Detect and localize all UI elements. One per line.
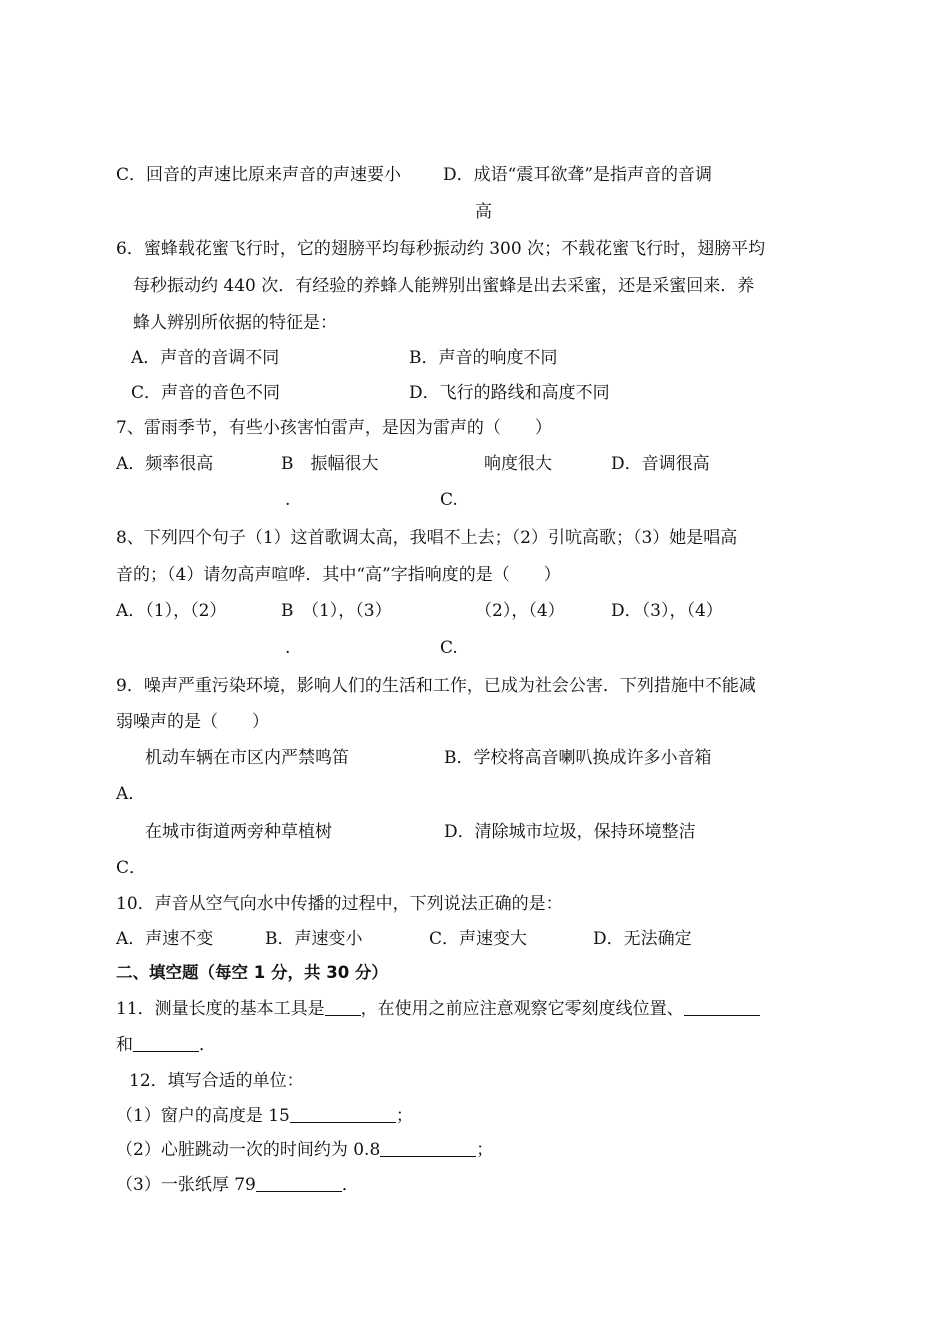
q9-option-b: B．学校将高音喇叭换成许多小音箱 xyxy=(444,748,712,768)
q12-item-3-end: ． xyxy=(341,1175,359,1195)
q7-stem: 7、雷雨季节，有些小孩害怕雷声，是因为雷声的（ ） xyxy=(116,418,552,438)
q11-blank-2[interactable] xyxy=(684,997,760,1016)
q7-option-b-dot: . xyxy=(285,490,291,510)
q8-option-b-dot: . xyxy=(285,638,291,658)
q7-option-c-label: C. xyxy=(440,490,458,510)
q11-text-3: 和 xyxy=(116,1035,133,1055)
q7-option-d: D．音调很高 xyxy=(611,454,710,474)
q11-line2 xyxy=(116,1033,216,1057)
q6-stem-line3: 蜂人辨别所依据的特征是： xyxy=(133,313,337,333)
q10-option-c: C．声速变大 xyxy=(429,929,528,949)
q10-stem: 10．声音从空气向水中传播的过程中，下列说法正确的是： xyxy=(116,894,563,914)
q10-option-b: B．声速变小 xyxy=(265,929,363,949)
q10-option-a: A．声速不变 xyxy=(116,929,214,949)
q6-option-d: D．飞行的路线和高度不同 xyxy=(409,383,610,403)
q12-blank-1[interactable] xyxy=(290,1104,396,1123)
q12-item-2-end: ； xyxy=(476,1140,494,1160)
q12-item-3-text: （3）一张纸厚 79 xyxy=(116,1175,256,1195)
q12-item-1-text: （1）窗户的高度是 15 xyxy=(116,1106,290,1126)
q12-item-1-end: ； xyxy=(395,1106,413,1126)
q7-option-c-text: 响度很大 xyxy=(484,454,552,474)
q12-item-2 xyxy=(116,1138,493,1162)
q12-item-1 xyxy=(116,1104,413,1128)
q11-text-1: 11．测量长度的基本工具是 xyxy=(116,999,325,1019)
q8-option-d: D．（3），（4） xyxy=(611,601,723,621)
q5-option-d: D．成语“震耳欲聋”是指声音的音调 xyxy=(443,165,713,185)
q8-stem-line1: 8、下列四个句子（1）这首歌调太高，我唱不上去；（2）引吭高歌；（3）她是唱高 xyxy=(116,528,738,548)
q8-option-c-label: C. xyxy=(440,638,458,658)
q10-option-d: D．无法确定 xyxy=(593,929,692,949)
q11-text-2: ，在使用之前应注意观察它零刻度线位置、 xyxy=(360,999,684,1019)
q6-stem-line2: 每秒振动约 440 次．有经验的养蜂人能辨别出蜜蜂是出去采蜜，还是采蜜回来．养 xyxy=(133,276,755,296)
q5-option-d-continued: 高 xyxy=(475,202,492,222)
q6-option-b: B．声音的响度不同 xyxy=(409,348,558,368)
q9-option-a-label: A． xyxy=(116,784,146,804)
section-heading-fill-in: 二、填空题（每空 1 分，共 30 分） xyxy=(116,963,388,982)
q12-blank-3[interactable] xyxy=(256,1173,342,1192)
q12-blank-2[interactable] xyxy=(380,1138,476,1157)
q11-line1 xyxy=(116,997,760,1021)
q11-text-4: ． xyxy=(199,1035,216,1055)
q12-item-2-text: （2）心脏跳动一次的时间约为 0.8 xyxy=(116,1140,381,1160)
q11-blank-1[interactable] xyxy=(325,997,361,1016)
q9-option-c-label: C． xyxy=(116,858,147,878)
q12-stem: 12．填写合适的单位： xyxy=(129,1071,304,1091)
q5-option-c: C．回音的声速比原来声音的声速要小 xyxy=(116,165,402,185)
q9-option-d: D．清除城市垃圾，保持环境整洁 xyxy=(444,822,696,842)
q11-blank-3[interactable] xyxy=(133,1033,199,1052)
q9-stem-line2: 弱噪声的是（ ） xyxy=(116,712,269,732)
q7-option-a: A．频率很高 xyxy=(116,454,214,474)
q8-option-a: A．（1），（2） xyxy=(116,601,227,621)
q8-option-b: B （1），（3） xyxy=(281,601,392,621)
q8-stem-line2: 音的；（4）请勿高声喧哗．其中“高”字指响度的是（ ） xyxy=(116,565,561,585)
q9-stem-line1: 9．噪声严重污染环境，影响人们的生活和工作，已成为社会公害．下列措施中不能减 xyxy=(116,676,756,696)
q6-stem-line1: 6．蜜蜂载花蜜飞行时，它的翅膀平均每秒振动约 300 次；不载花蜜飞行时，翅膀平均 xyxy=(116,239,766,259)
q8-option-c-text: （2），（4） xyxy=(475,601,565,621)
q12-item-3 xyxy=(116,1173,359,1197)
q9-option-a-text: 机动车辆在市区内严禁鸣笛 xyxy=(145,748,349,768)
q9-option-c-text: 在城市街道两旁种草植树 xyxy=(145,822,332,842)
q6-option-a: A．声音的音调不同 xyxy=(131,348,280,368)
q6-option-c: C．声音的音色不同 xyxy=(131,383,281,403)
q7-option-b: B 振幅很大 xyxy=(281,454,379,474)
